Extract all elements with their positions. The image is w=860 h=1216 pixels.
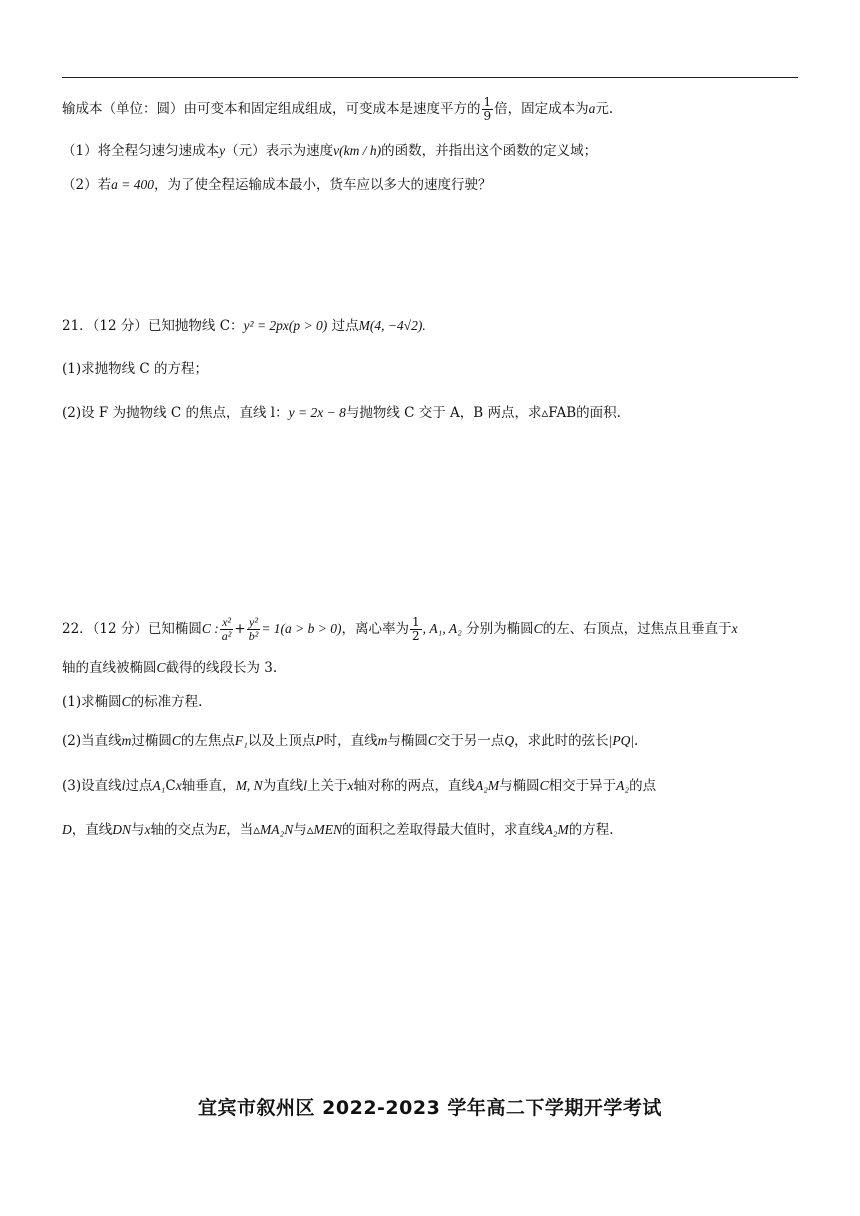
math-var: A₂ <box>616 778 630 793</box>
math-var: m <box>121 733 132 748</box>
math-var: C <box>156 660 166 675</box>
q21-part1 <box>62 359 208 379</box>
math-var: l <box>303 778 307 793</box>
q22-text: 22．（12 分）已知椭圆 <box>62 621 202 637</box>
math-var: x <box>144 822 151 837</box>
math-var: A₁ <box>152 778 166 793</box>
q22-text: ，离心率为 <box>341 621 410 637</box>
q22-part2-text: (2)当直线 <box>62 733 122 749</box>
q22-part3-text: 与 <box>131 822 145 838</box>
frac-num: x² <box>220 616 234 630</box>
math-expr: M, N <box>235 778 263 793</box>
math-expr: ▵MA₂N <box>253 822 294 837</box>
q22-part3-text: 的方程. <box>568 822 614 838</box>
q22-part1-text: (1)求椭圆 <box>62 694 122 710</box>
q22-part3-cont <box>62 820 614 840</box>
math-var: x <box>347 778 354 793</box>
q22-part3-text: C <box>165 778 176 794</box>
math-expr: A₂M <box>474 778 500 793</box>
q20-part1 <box>62 141 597 161</box>
q20-part2 <box>62 175 491 195</box>
frac-den: 9 <box>483 109 492 123</box>
q22-part2 <box>62 731 638 751</box>
q22-part2-text: . <box>634 733 639 749</box>
q20-part1-text: 的函数，并指出这个函数的定义域； <box>381 143 598 159</box>
math-var: C : <box>201 621 219 636</box>
math-expr: y = 2x − 8 <box>288 405 346 420</box>
q20-part1-text: （1）将全程匀速匀速成本 <box>62 143 220 159</box>
math-var: y <box>219 143 226 158</box>
q20-text: 元. <box>595 101 614 117</box>
math-expr: M(4, −4√2). <box>358 318 426 333</box>
q22-part2-text: 的左焦点 <box>180 733 235 749</box>
q22-part1 <box>62 692 202 712</box>
q22-text: 截得的线段长为 3. <box>165 660 278 676</box>
q22-part3-text: 轴的交点为 <box>150 822 219 838</box>
q22-text: 分别为椭圆 <box>466 621 534 637</box>
math-var: C <box>171 733 181 748</box>
q22-part3-text: ，当 <box>226 822 254 838</box>
q21-text: 21．（12 分）已知抛物线 C： <box>62 318 244 334</box>
frac-num: 1 <box>412 615 420 629</box>
math-var: D <box>62 822 72 837</box>
q22-part3-text: 为直线 <box>262 778 304 794</box>
math-var: F₁ <box>234 733 248 748</box>
q22-part1-text: 的标准方程. <box>130 694 203 710</box>
math-op: + <box>234 621 246 637</box>
math-var: l <box>121 778 126 793</box>
q22-part2-text: ，求此时的弦长 <box>514 733 609 749</box>
q22-part3-text: 的点 <box>629 778 657 794</box>
fraction-one-half <box>410 616 422 643</box>
frac-den: 2 <box>412 629 420 643</box>
math-expr: ▵MEN <box>306 822 343 837</box>
q22-line2 <box>62 658 277 678</box>
math-var: E <box>218 822 227 837</box>
math-var: C <box>121 694 131 709</box>
q22-part2-text: 与椭圆 <box>387 733 428 749</box>
math-expr: ▵FAB <box>541 405 577 421</box>
q20-line1 <box>62 96 613 123</box>
math-expr: v(km / h) <box>333 143 382 158</box>
q22-part3-text: 与 <box>293 822 307 838</box>
q22-part3-text: 与椭圆 <box>499 778 540 794</box>
q20-part2-text: ，为了使全程运输成本最小，货车应以多大的速度行驶？ <box>153 177 492 193</box>
q21-heading <box>62 316 426 336</box>
q22-part2-text: 以及上顶点 <box>247 733 316 749</box>
q20-text: 倍，固定成本为 <box>494 101 589 117</box>
math-var: C <box>533 621 543 636</box>
q22-part3-text: 相交于异于 <box>548 778 617 794</box>
exam-title: 宜宾市叙州区 2022-2023 学年高二下学期开学考试 <box>198 1097 662 1119</box>
math-var: P <box>315 733 324 748</box>
q22-text: 轴的直线被椭圆 <box>62 660 157 676</box>
q21-part2-text: 的面积. <box>576 405 621 421</box>
q22-part3 <box>62 776 656 796</box>
q21-text: 过点 <box>331 318 359 334</box>
top-rule <box>62 77 798 78</box>
q22-part3-text: 轴对称的两点，直线 <box>353 778 475 794</box>
math-expr: = 1(a > b > 0) <box>261 621 342 636</box>
math-expr: y² = 2px(p > 0) <box>243 318 328 333</box>
math-expr: a = 400 <box>111 177 154 192</box>
q21-part1-text: 求抛物线 C 的方程； <box>81 361 209 377</box>
q22-part3-text: 过点 <box>125 778 153 794</box>
q22-part3-text: 上关于 <box>306 778 348 794</box>
fraction-y2-b2 <box>247 616 261 643</box>
q20-part2-text: （2）若 <box>62 177 112 193</box>
q21-part2 <box>62 403 621 423</box>
q22-part3-text: 的面积之差取得最大值时，求直线 <box>342 822 545 838</box>
q22-part2-text: 过椭圆 <box>131 733 172 749</box>
part-number: (1) <box>62 361 82 377</box>
fraction-one-ninth <box>482 96 494 123</box>
q22-part3-text: (3)设直线 <box>62 778 122 794</box>
fraction-x2-a2 <box>220 616 234 643</box>
frac-num: 1 <box>483 95 492 109</box>
q22-text: 的左、右顶点，过焦点且垂直于 <box>542 621 732 637</box>
math-var: C <box>539 778 549 793</box>
math-expr: A₂M <box>544 822 569 837</box>
q22-heading <box>62 616 738 643</box>
math-var: m <box>377 733 388 748</box>
q22-part3-text: 轴垂直， <box>181 778 236 794</box>
q21-part2-text: 设 F 为抛物线 C 的焦点，直线 l： <box>81 405 289 421</box>
math-var: C <box>427 733 437 748</box>
q22-part2-text: 时，直线 <box>323 733 378 749</box>
math-var: a <box>588 101 596 116</box>
q22-part3-text: ，直线 <box>71 822 113 838</box>
math-expr: DN <box>112 822 132 837</box>
frac-den: a² <box>221 629 232 643</box>
math-expr: |PQ| <box>608 733 635 748</box>
math-var: Q <box>504 733 515 748</box>
part-number: (2) <box>62 405 82 421</box>
q20-text: 输成本（单位：圆）由可变本和固定组成组成，可变成本是速度平方的 <box>62 101 481 117</box>
math-var: x <box>731 621 738 636</box>
math-expr: , A₁, A₂ <box>422 621 462 636</box>
frac-num: y² <box>247 616 261 630</box>
q20-part1-text: （元）表示为速度 <box>225 143 334 159</box>
frac-den: b² <box>248 629 259 643</box>
math-var: x <box>175 778 182 793</box>
q21-part2-text: 与抛物线 C 交于 A，B 两点，求 <box>345 405 542 421</box>
q22-part2-text: 交于另一点 <box>436 733 505 749</box>
